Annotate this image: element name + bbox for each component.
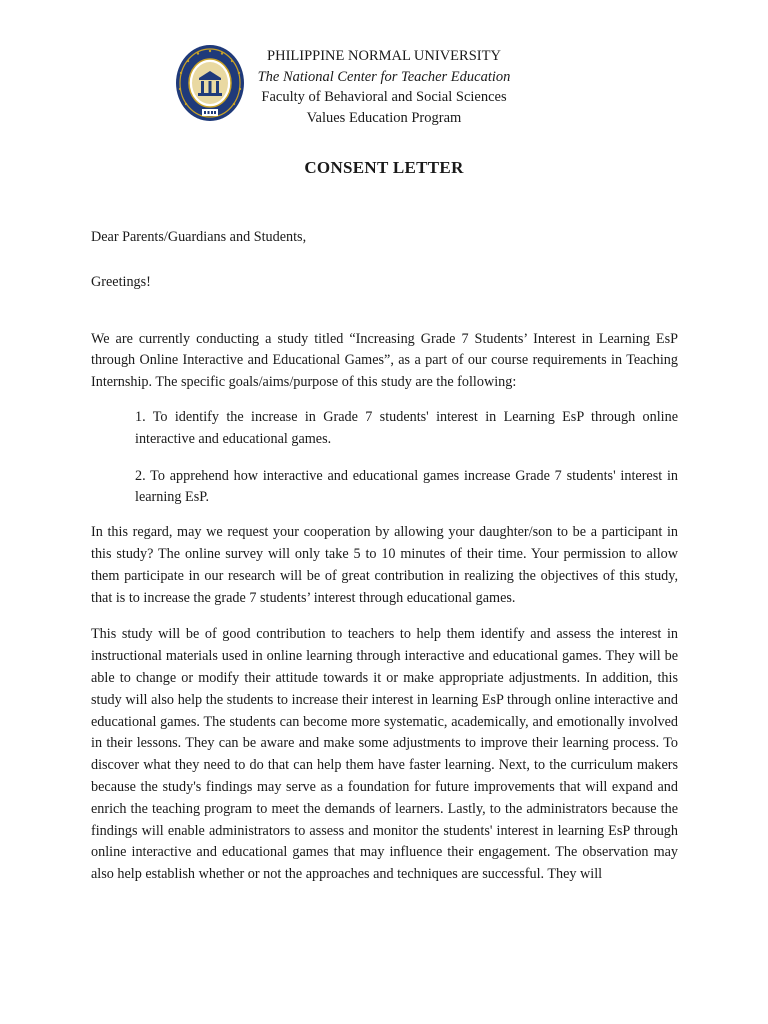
objective-item: 1. To identify the increase in Grade 7 students' interest in Learning EsP through online interactive and educational games. bbox=[135, 408, 678, 447]
salutation: Dear Parents/Guardians and Students, bbox=[91, 229, 307, 245]
university-tagline: The National Center for Teacher Education bbox=[257, 68, 511, 85]
letter-body bbox=[91, 227, 678, 901]
university-name: PHILIPPINE NORMAL UNIVERSITY bbox=[267, 48, 501, 64]
significance-paragraph: This study will be of good contribution to teachers to help them identify and assess the interest in instructional materials used in online learning through interactive and educational games. They will be able to change or modify their attitude towards it or make appropriate adjustments. In addition, this study will also help the students to increase their interest in learning EsP through online interactive and educational games. The students can become more systematic, academically, and emotionally involved in their lessons. They can be aware and make some adjustments to improve their learning process. To discover what they need to do that can help them have faster learning. Next, to the curriculum makers because the study's findings may serve as a foundation for future improvements that will expand and enrich the teaching program to meet the demands of learners. Lastly, to the administrators because the findings will enable administrators to assess and monitor the students' interest in learning EsP through online interactive and educational games that may influence their engagement. The observation may also help establish whether or not the approaches and techniques are successful. They will bbox=[91, 626, 678, 883]
document-title: CONSENT LETTER bbox=[304, 158, 464, 177]
request-paragraph: In this regard, may we request your cooperation by allowing your daughter/son to be a participant in this study? The online survey will only take 5 to 10 minutes of their time. Your permission to allow them participate in our research will be of great contribution in realizing the objectives of this study, that is to increase the grade 7 students’ interest through educational games. bbox=[91, 524, 678, 606]
letterhead bbox=[230, 46, 538, 128]
intro-paragraph: We are currently conducting a study titled “Increasing Grade 7 Students’ Interest in Learning EsP through Online Interactive and Educational Games”, as a part of our course requirements in Teaching Internship. The specific goals/aims/purpose of this study are the following: bbox=[91, 330, 678, 391]
objectives-list bbox=[135, 407, 678, 509]
objective-item: 2. To apprehend how interactive and educational games increase Grade 7 students' interest in learning EsP. bbox=[135, 467, 678, 506]
greeting: Greetings! bbox=[91, 273, 151, 290]
program-name: Values Education Program bbox=[306, 109, 462, 126]
faculty-name: Faculty of Behavioral and Social Sciences bbox=[261, 89, 507, 105]
